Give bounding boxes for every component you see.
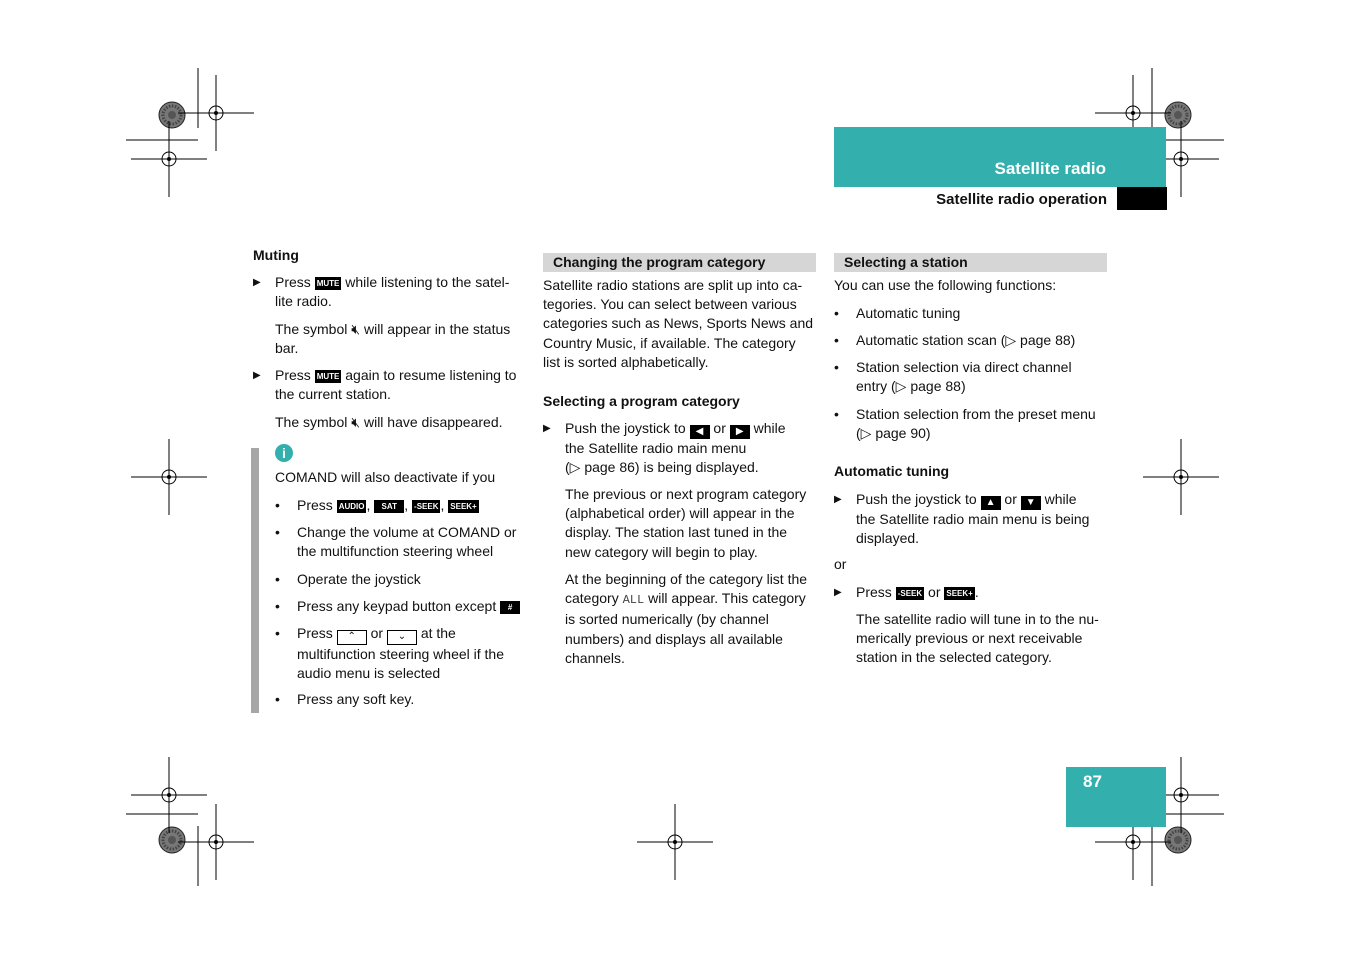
seek-plus-key-icon: SEEK+ xyxy=(946,589,973,598)
joystick-down-icon: ▼ xyxy=(1021,496,1041,510)
or-text: or xyxy=(834,556,847,572)
info-intro: COMAND will also deactivate if you xyxy=(275,469,496,485)
section-title: Satellite radio operation xyxy=(936,191,1107,208)
result-note: The satellite radio will tune in to the nu- merically previous or next receivable station in the selected category. xyxy=(856,611,1099,666)
subheading: Selecting a program category xyxy=(543,393,740,409)
joystick-left-icon: ◀ xyxy=(690,425,710,439)
muting-heading: Muting xyxy=(253,247,299,263)
info-icon: i xyxy=(275,444,293,462)
mute-key-icon: MUTE xyxy=(316,279,340,288)
page-number-tab xyxy=(1066,767,1166,827)
audio-key-icon: AUDIO xyxy=(338,502,365,511)
column-selecting-station: You can use the following functions: • Automatic tuning • Automatic station scan (▷ page 88) • Station selection via direct channel entry (▷ page 88) • Station selection from the preset menu (▷ page 90) Automatic tuning ▶ Push the joystick to ▲ or ▼ while the Satellite radio main menu is being displayed. or ▶ Press -SEEK or SEEK+ . The satellite radio will tune in to the nu- merically previous or next receivable station in the selected category. xyxy=(834,276,1114,676)
step-arrow-icon: ▶ xyxy=(253,370,261,381)
result-note: At the beginning of the category list the category ALL will appear. This category is sorted numerically (by channel numbers) and displays all available channels. xyxy=(565,571,808,666)
chapter-title: Satellite radio xyxy=(994,159,1106,178)
section-marker xyxy=(1117,187,1167,210)
result-note: The symbol 🔇︎ will appear in the status bar. xyxy=(275,321,511,357)
info-box-rule xyxy=(251,448,259,713)
seek-minus-key-icon: -SEEK xyxy=(414,502,439,511)
joystick-right-icon: ▶ xyxy=(730,425,750,439)
joystick-up-icon: ▲ xyxy=(981,496,1001,510)
page-number: 87 xyxy=(1083,772,1102,791)
chapter-header xyxy=(834,127,1166,187)
step-arrow-icon: ▶ xyxy=(834,494,842,505)
column-muting: Muting ▶ Press MUTE while listening to the satel- lite radio. The symbol 🔇︎ will appear in the status bar. ▶ Press MUTE again to resume listening to the current station. The symbol 🔇︎ will have disappeared. xyxy=(253,244,533,724)
steering-up-key-icon: ⌃ xyxy=(337,630,367,645)
all-category-label: ALL xyxy=(622,593,645,608)
hash-key-icon: # xyxy=(500,601,520,614)
seek-minus-key-icon: -SEEK xyxy=(897,589,923,598)
sat-key-icon: SAT xyxy=(374,500,404,513)
mute-symbol-icon: 🔇︎ xyxy=(351,414,361,430)
section-bar: Selecting a station xyxy=(834,253,1107,272)
result-note: The previous or next program category (alphabetical order) will appear in the display. The station last tuned in the new category will begin to play. xyxy=(565,486,807,560)
steering-down-key-icon: ⌄ xyxy=(387,630,417,645)
mute-key-icon: MUTE xyxy=(316,372,340,381)
column-program-category: Satellite radio stations are split up into ca- tegories. You can select between various categories such as News, Sports News and Country Music, if available. The category list is sorted alphabetically. Selecting a program category ▶ Push the joystick to ◀ or ▶ while the Satellite radio main menu (▷ page 86) is being displayed. The previous or next program category (alphabetical order) will appear in the display. The station last tuned in the new category will begin to play. At the beginning of the category list the category ALL will appear. This category is sorted numerically (by channel numbers) and displays all available channels. xyxy=(543,276,823,676)
result-note: The symbol 🔇︎ will have disappeared. xyxy=(275,414,503,430)
step-arrow-icon: ▶ xyxy=(543,423,551,434)
category-intro: Satellite radio stations are split up into ca- tegories. You can select between various categories such as News, Sports News and Country Music, if available. The category list is sorted alphabetically. xyxy=(543,277,814,370)
info-box: COMAND will also deactivate if you • Press AUDIO , SAT , -SEEK , SEEK+ • Change the volume at COMAND or the multifunction steering wheel • Operate the joystick • Press any keypad button except # • Press ⌃ or ⌄ at the multifunction steering wheel if the audio menu is selected • Press any soft key. xyxy=(275,468,535,718)
step-arrow-icon: ▶ xyxy=(253,277,261,288)
step-arrow-icon: ▶ xyxy=(834,587,842,598)
mute-symbol-icon: 🔇︎ xyxy=(351,321,361,337)
station-intro: You can use the following functions: xyxy=(834,277,1057,293)
seek-plus-key-icon: SEEK+ xyxy=(450,502,477,511)
section-bar: Changing the program category xyxy=(543,253,816,272)
subheading: Automatic tuning xyxy=(834,463,950,479)
